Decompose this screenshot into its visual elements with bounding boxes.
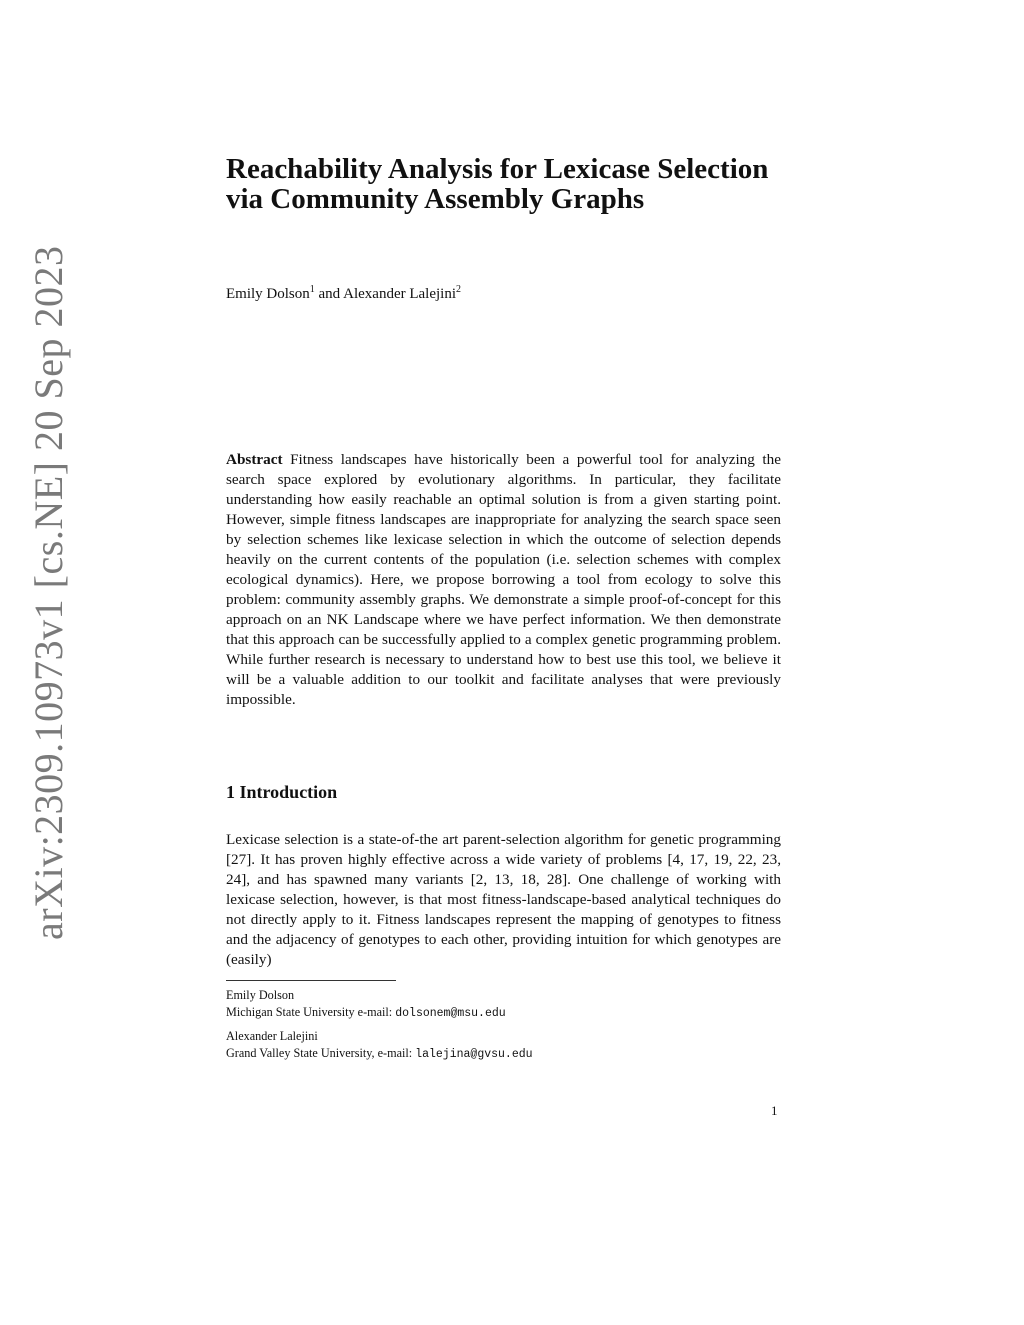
author-connector: and [318, 286, 341, 302]
author-line [226, 284, 461, 303]
footnote-author-2 [226, 1028, 533, 1063]
abstract [226, 450, 781, 710]
introduction-paragraph: Lexicase selection is a state-of-the art parent-selection algorithm for genetic programming [27]. It has proven highly effective across a wide variety of problems [4, 17, 19, 22, 23, 24], and has spawned many variants [2, 13, 18, 28]. One challenge of working with lexicase selection, however, is that most fitness-landscape-based analytical techniques do not directly apply to it. Fitness landscapes represent the mapping of genotypes to fitness and the adjacency of genotypes to each other, providing intuition for which genotypes are (easily) [226, 831, 781, 968]
affiliation-mark: 2 [456, 284, 461, 295]
abstract-label: Abstract [226, 451, 283, 468]
abstract-text: Fitness landscapes have historically been a powerful tool for analyzing the search space explored by evolutionary algorithms. In particular, they facilitate understanding how easily reachable an optimal solution is from a given starting point. However, simple fitness landscapes are inappropriate for analyzing the search space seen by selection schemes like lexicase selection in which the outcome of selection depends heavily on the current contents of the population (i.e. selection schemes with complex ecological dynamics). Here, we propose borrowing a tool from ecology to solve this problem: community assembly graphs. We demonstrate a simple proof-of-concept for this approach on an NK Landscape where we have perfect information. We then demonstrate that this approach can be successfully applied to a complex genetic programming problem. While further research is necessary to understand how to best use this tool, we believe it will be a valuable addition to our toolkit and facilitate analyses that were previously impossible. [226, 451, 781, 708]
footnote-affiliation-text: Michigan State University e-mail: [226, 1005, 393, 1019]
affiliation-mark: 1 [309, 284, 315, 295]
footnote-name: Alexander Lalejini [226, 1029, 318, 1043]
author-name: Alexander Lalejini [343, 286, 456, 302]
footnote-email: lalejina@gvsu.edu [415, 1048, 533, 1061]
footnote-author-1 [226, 987, 506, 1022]
paper-title: Reachability Analysis for Lexicase Selection via Community Assembly Graphs [226, 153, 769, 215]
arxiv-identifier-stamp: arXiv:2309.10973v1 [cs.NE] 20 Sep 2023 [26, 245, 71, 940]
footnote-divider [226, 980, 396, 981]
footnote-affiliation-text: Grand Valley State University, e-mail: [226, 1046, 413, 1060]
footnote-affiliation [226, 1045, 533, 1063]
author-name: Emily Dolson [226, 286, 310, 302]
footnote-name: Emily Dolson [226, 988, 295, 1002]
footnote-affiliation [226, 1004, 506, 1022]
page-number: 1 [771, 1103, 778, 1118]
section-heading: 1 Introduction [226, 782, 338, 802]
footnote-email: dolsonem@msu.edu [395, 1007, 506, 1020]
